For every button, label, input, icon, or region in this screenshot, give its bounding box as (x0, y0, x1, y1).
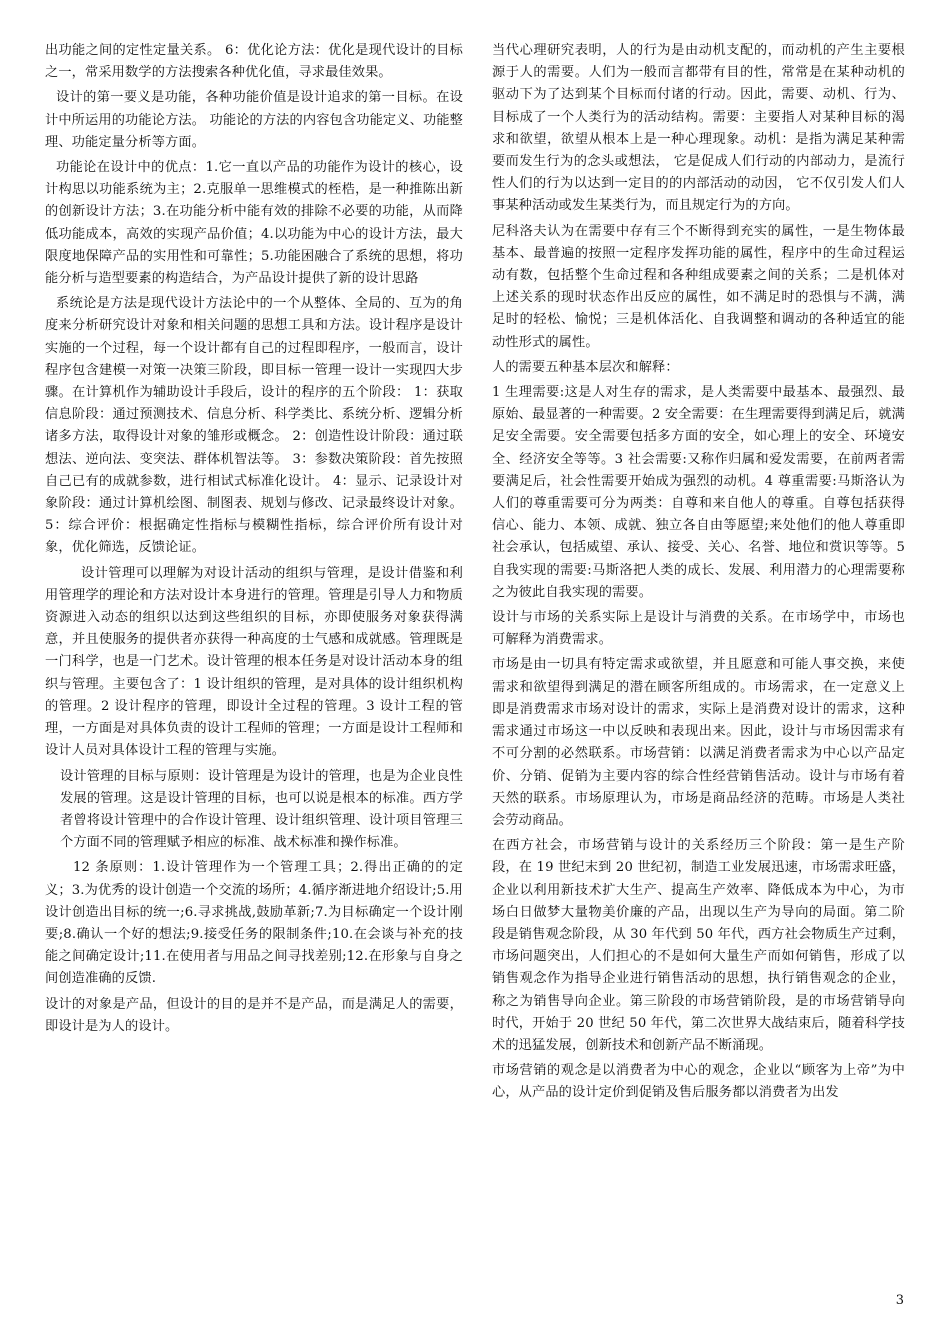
paragraph-function-theory-intro: 设计的第一要义是功能，各种功能价值是设计追求的第一目标。在设计中所运用的功能论方法。 功能论的方法的内容包含功能定义、功能整理、功能定量分析等方面。 (45, 90, 463, 150)
paragraph-psychology-motivation: 当代心理研究表明，人的行为是由动机支配的，而动机的产生主要根源于人的需要。人们为一般而言都带有目的性，常常是在某种动机的驱动下为了达到某个目标而付诸的行动。因此，需要、动机、行为、目标成了一个人类行为的活动结构。需要：主要指人对某种目标的渴求和欲望，欲望从根本上是一种心理现象。动机：是指为满足某种需要而发生行为的念头或想法， 它是促成人们行动的内部动力，是流行性人们的行为以达到一定目的的内部活动的动因， 它不仅引发人们人事某种活动或发生某类行为，而且规定行为的方向。 (492, 43, 905, 214)
paragraph-design-object: 设计的对象是产品，但设计的目的是并不是产品，而是满足人的需要，即设计是为人的设计。 (45, 996, 463, 1034)
paragraph-design-market-relation: 设计与市场的关系实际上是设计与消费的关系。在市场学中，市场也可解释为消费需求。 (492, 610, 905, 648)
page-number: 3 (895, 1293, 904, 1308)
paragraph-marketing-concept: 市场营销的观念是以消费者为中心的观念，企业以“顾客为上帝”为中心，从产品的设计定价到促销及售后服务都以消费者为出发 (492, 1063, 905, 1101)
paragraph-management-goals: 设计管理的目标与原则：设计管理是为设计的管理，也是为企业良性发展的管理。这是设计管理的目标，也可以说是根本的标准。西方学者曾将设计管理中的合作设计管理、设计组织管理、设计项目管理三个方面不同的管理赋予相应的标准、战术标准和操作标准。 (60, 768, 463, 851)
paragraph-design-management: 设计管理可以理解为对设计活动的组织与管理，是设计借鉴和利用管理学的理论和方法对设计本身进行的管理。管理是引导人力和物质资源进入动态的组织以达到这些组织的目标，亦即使服务对象获得满意，并且使服务的提供者亦获得一种高度的士气感和成就感。管理既是一门科学，也是一门艺术。设计管理的根本任务是对设计活动本身的组织与管理。主要包含了：1 设计组织的管理，是对具体的设计组织机构的管理。2 设计程序的管理，即设计全过程的管理。3 设计工程的管理，一方面是对具体负责的设计工程师的管理；一方面是设计工程师和设计人员对具体设计工程的管理与实施。 (45, 565, 463, 759)
paragraph-optimization-method: 出功能之间的定性定量关系。 6：优化论方法：优化是现代设计的目标之一，常采用数学的方法搜索各种优化值，寻求最佳效果。 (45, 43, 463, 81)
heading-five-needs: 人的需要五种基本层次和解释： (492, 359, 679, 375)
paragraph-nikolov-needs: 尼科洛夫认为在需要中存有三个不断得到充实的属性，一是生物体最基本、最普遍的按照一定程序发挥功能的属性，程序中的生命过程运动有数，包括整个生命过程和各种组成要素之间的关系；二是机体对上述关系的现时状态作出反应的属性，如不满足时的恐惧与不满，满足时的轻松、愉悦；三是机体活化、自我调整和调动的各种适宜的能动性形式的属性。 (492, 223, 905, 350)
paragraph-three-stages: 在西方社会，市场营销与设计的关系经历三个阶段：第一是生产阶段，在 19 世纪末到 20 世纪初，制造工业发展迅速，市场需求旺盛，企业以利用新技术扩大生产、提高生产效率、降低成本为中心，为市场白日做梦大量物美价廉的产品，出现以生产为导向的局面。第二阶段是销售观念阶段，从 30 年代到 50 年代，西方社会物质生产过剩，市场问题突出，人们担心的不是如何大量生产而如何销售，形成了以销售观念作为指导企业进行销售活动的思想，执行销售观念的企业，称之为销售导向企业。第三阶段的市场营销阶段，是的市场营销导向时代，开始于 20 世纪 50 年代，第二次世界大战结束后，随着科学技术的迅猛发展，创新技术和创新产品不断涌现。 (492, 838, 905, 1053)
left-column (45, 40, 468, 1041)
paragraph-system-theory: 系统论是方法是现代设计方法论中的一个从整体、全局的、互为的角度来分析研究设计对象和相关问题的思想工具和方法。设计程序是设计实施的一个过程，每一个设计都有自己的过程即程序，一般而言，设计程序包含建模一对策一决策三阶段，即目标一管理一设计一实现四大步骤。在计算机作为辅助设计手段后，设计的程序的五个阶段： 1：获取信息阶段：通过预测技术、信息分析、科学类比、系统分析、逻辑分析诸多方法，取得设计对象的雏形或概念。 2：创造性设计阶段：通过联想法、逆向法、变突法、群体机智法等。 3：参数决策阶段：首先按照自己已有的成就参数，进行相试式标准化设计。 4：显示、记录设计对象阶段：通过计算机绘图、制图表、规划与修改、记录最终设计对象。 5：综合评价：根据确定性指标与模糊性指标，综合评价所有设计对象，优化筛选，反馈论证。 (45, 296, 468, 556)
paragraph-function-theory-advantages: 功能论在设计中的优点：1.它一直以产品的功能作为设计的核心，设计构思以功能系统为主；2.克服单一思维模式的桎梏，是一种推陈出新的创新设计方法；3.在功能分析中能有效的排除不必要的功能，从而降低功能成本，高效的实现产品价值；4.以功能为中心的设计方法，最大限度地保障产品的实用性和可靠性；5.功能困融合了系统的思想，将功能分析与造型要素的构造结合，为产品设计提供了新的设计思路 (45, 160, 463, 287)
paragraph-twelve-principles: 12 条原则：1.设计管理作为一个管理工具；2.得出正确的的定义；3.为优秀的设计创造一个交流的场所；4.循序渐进地介绍设计;5.用设计创造出目标的统一;6.寻求挑战,鼓励革新;7.为目标确定一个设计刚要;8.确认一个好的想法;9.接受任务的限制条件;10.在会谈与补充的技能之间确定设计;11.在使用者与用品之间寻找差别;12.在形象与自身之间创造准确的反馈. (45, 860, 463, 987)
paragraph-market-definition: 市场是由一切具有特定需求或欲望，并且愿意和可能人事交换，来使需求和欲望得到满足的潜在顾客所组成的。市场需求，在一定意义上即是消费需求市场对设计的需求，实际上是消费对设计的需求，这种需求通过市场这一中以反映和表现出来。因此，设计与市场因需求有不可分割的必然联系。市场营销：以满足消费者需求为中心以产品定价、分销、促销为主要内容的综合性经营销售活动。设计与市场有着天然的联系。市场原理认为，市场是商品经济的范畴。市场是人类社会劳动商品。 (492, 657, 905, 828)
paragraph-five-needs: 1 生理需要:这是人对生存的需求，是人类需要中最基本、最强烈、最原始、最显著的一种需要。2 安全需要：在生理需要得到满足后，就满足安全需要。安全需要包括多方面的安全，如心理上的安全、环境安全、经济安全等等。3 社会需要:又称作归属和爱发需要，在前两者需要满足后，社会性需要开始成为强烈的动机。4 尊重需要:马斯洛认为人们的尊重需要可分为两类：自尊和来自他人的尊重。自尊包括获得信心、能力、本领、成就、独立各自由等愿望;来处他们的他人尊重即社会承认，包括威望、承认、接受、关心、名誉、地位和赏识等等。5 自我实现的需要:马斯洛把人类的成长、发展、利用潜力的心理需要称之为彼此自我实现的需要。 (492, 385, 910, 600)
right-column (492, 40, 910, 1108)
